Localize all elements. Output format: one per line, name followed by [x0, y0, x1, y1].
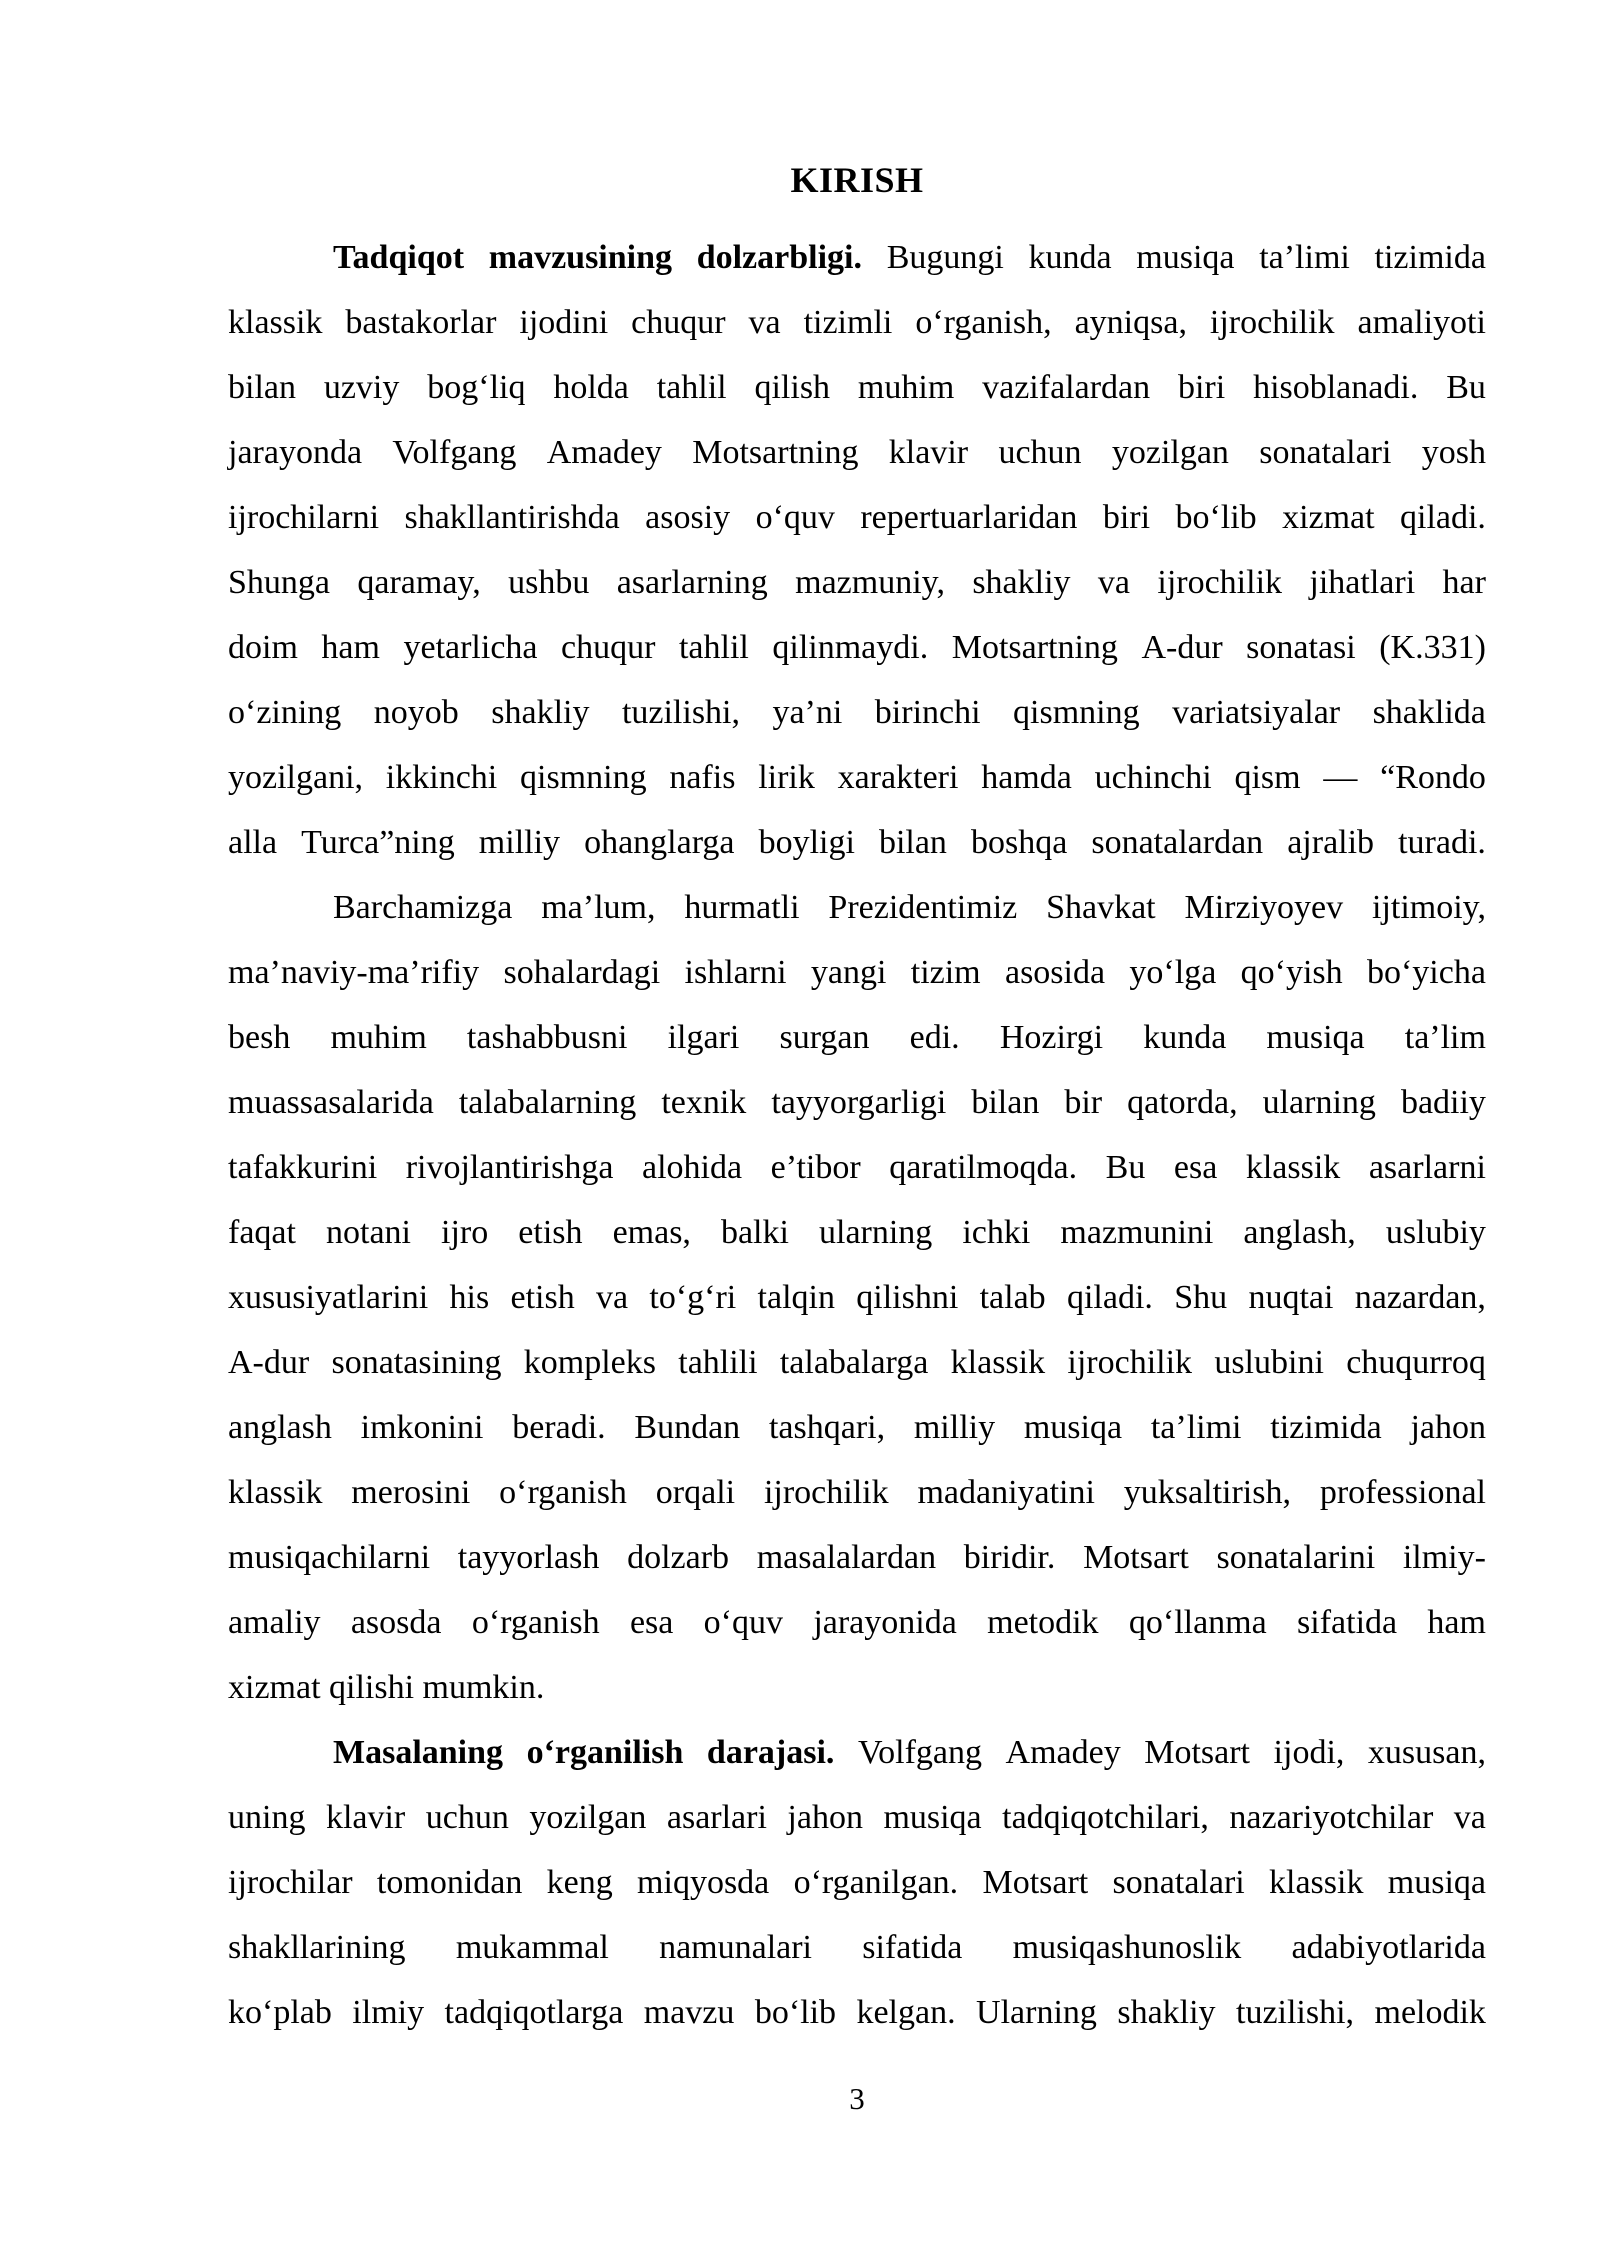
text-line: uning klavir uchun yozilgan asarlari jahon musiqa tadqiqotchilari, nazariyotchilar va: [228, 1799, 1486, 1836]
text-line: Barchamizga ma’lum, hurmatli Prezidentimiz Shavkat Mirziyoyev ijtimoiy,: [333, 889, 1486, 926]
page-number: 3: [849, 2081, 865, 2116]
page-content: [228, 148, 1486, 2045]
text-line: doim ham yetarlicha chuqur tahlil qilinmaydi. Motsartning A-dur sonatasi (K.331): [228, 629, 1486, 666]
text-line: muassasalarida talabalarning texnik tayyorgarligi bilan bir qatorda, ularning badiiy: [228, 1084, 1486, 1121]
text-line: o‘zining noyob shakliy tuzilishi, ya’ni birinchi qismning variatsiyalar shaklida: [228, 694, 1486, 731]
text-line: ijrochilarni shakllantirishda asosiy o‘quv repertuarlaridan biri bo‘lib xizmat qiladi.: [228, 499, 1486, 536]
text-line: shakllarining mukammal namunalari sifatida musiqashunoslik adabiyotlarida: [228, 1929, 1486, 1966]
paragraphs: [228, 225, 1486, 2045]
text-line: A-dur sonatasining kompleks tahlili talabalarga klassik ijrochilik uslubini chuqurroq: [228, 1344, 1486, 1381]
text-line: jarayonda Volfgang Amadey Motsartning klavir uchun yozilgan sonatalari yosh: [228, 434, 1486, 471]
text-line: yozilgani, ikkinchi qismning nafis lirik xarakteri hamda uchinchi qism — “Rondo: [228, 759, 1486, 796]
paragraph: [228, 1720, 1486, 2045]
text-line: klassik bastakorlar ijodini chuqur va tizimli o‘rganish, ayniqsa, ijrochilik amaliyoti: [228, 304, 1486, 341]
text-line: anglash imkonini beradi. Bundan tashqari, milliy musiqa ta’limi tizimida jahon: [228, 1409, 1486, 1446]
text-line: Shunga qaramay, ushbu asarlarning mazmuniy, shakliy va ijrochilik jihatlari har: [228, 564, 1486, 601]
text-line: musiqachilarni tayyorlash dolzarb masalalardan biridir. Motsart sonatalarini ilmiy-: [228, 1539, 1486, 1576]
text-line: faqat notani ijro etish emas, balki ularning ichki mazmunini anglash, uslubiy: [228, 1214, 1486, 1251]
text-line: xususiyatlarini his etish va to‘g‘ri talqin qilishni talab qiladi. Shu nuqtai nazardan,: [228, 1279, 1486, 1316]
text-line: bilan uzviy bog‘liq holda tahlil qilish muhim vazifalardan biri hisoblanadi. Bu: [228, 369, 1486, 406]
text-line: ko‘plab ilmiy tadqiqotlarga mavzu bo‘lib kelgan. Ularning shakliy tuzilishi, melodik: [228, 1994, 1486, 2031]
text-line: ijrochilar tomonidan keng miqyosda o‘rganilgan. Motsart sonatalari klassik musiqa: [228, 1864, 1486, 1901]
text-line: Masalaning o‘rganilish darajasi. Volfgang Amadey Motsart ijodi, xususan,: [333, 1734, 1486, 1771]
text-line: tafakkurini rivojlantirishga alohida e’tibor qaratilmoqda. Bu esa klassik asarlarni: [228, 1149, 1486, 1186]
text-line: amaliy asosda o‘rganish esa o‘quv jarayonida metodik qo‘llanma sifatida ham: [228, 1604, 1486, 1641]
text-line: Tadqiqot mavzusining dolzarbligi. Bugungi kunda musiqa ta’limi tizimida: [333, 239, 1486, 276]
paragraph: [228, 225, 1486, 875]
page-title: KIRISH: [790, 160, 924, 200]
text-line: ma’naviy-ma’rifiy sohalardagi ishlarni yangi tizim asosida yo‘lga qo‘yish bo‘yicha: [228, 954, 1486, 991]
text-line: xizmat qilishi mumkin.: [228, 1669, 545, 1706]
text-line: klassik merosini o‘rganish orqali ijrochilik madaniyatini yuksaltirish, professional: [228, 1474, 1486, 1511]
text-line: besh muhim tashabbusni ilgari surgan edi. Hozirgi kunda musiqa ta’lim: [228, 1019, 1486, 1056]
paragraph: [228, 875, 1486, 1720]
text-line: alla Turca”ning milliy ohanglarga boyligi bilan boshqa sonatalardan ajralib turadi.: [228, 824, 1486, 861]
